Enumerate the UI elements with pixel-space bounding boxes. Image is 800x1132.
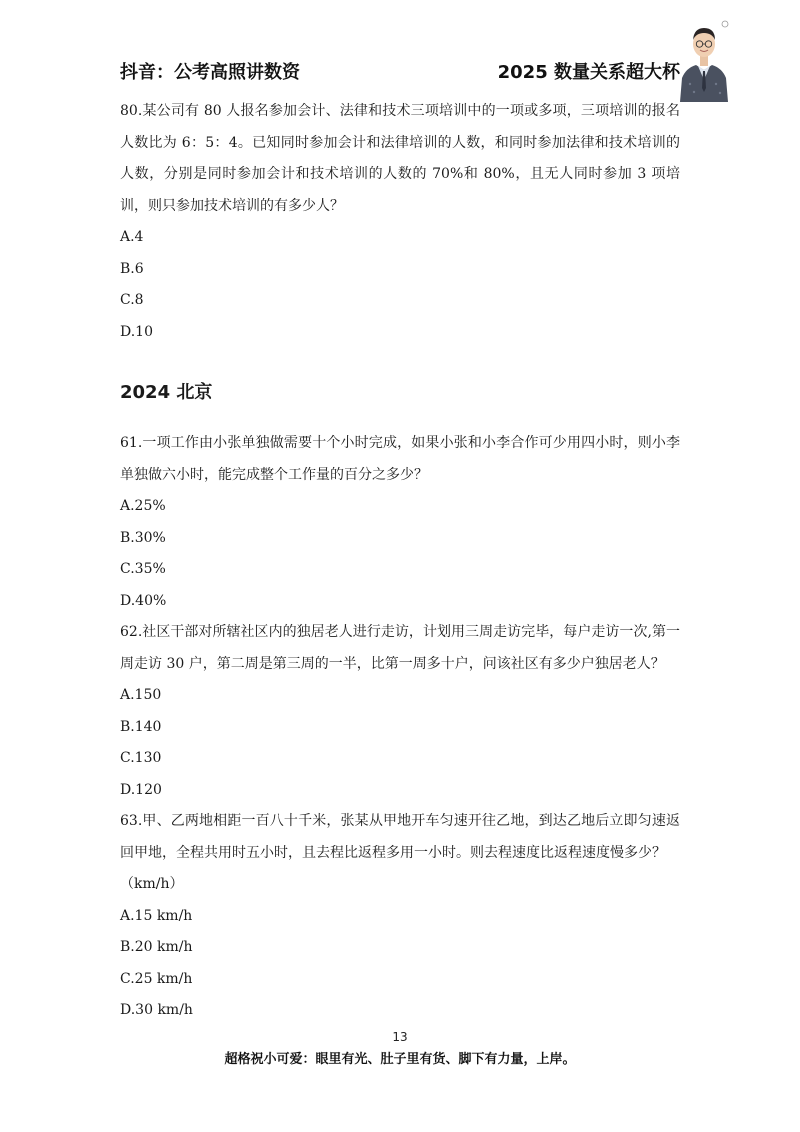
option-b: B.140: [120, 718, 162, 735]
question-62: [120, 617, 680, 806]
page-number: 13: [392, 1030, 408, 1044]
option-b: B.30%: [120, 529, 166, 546]
option-b: B.20 km/h: [120, 939, 193, 955]
header-channel: 抖音：公考高照讲数资: [120, 62, 300, 83]
section-title: 2024 北京: [120, 382, 213, 403]
option-d: D.120: [120, 781, 162, 798]
option-a: A.25%: [120, 498, 166, 514]
question-text: 62.社区干部对所辖社区内的独居老人进行走访，计划用三周走访完毕，每户走访一次,第一周走访 30 户，第二周是第三周的一半，比第一周多十户，问该社区有多少户独居老人？: [120, 624, 680, 672]
question-61: [120, 428, 680, 617]
presenter-avatar: [676, 18, 732, 102]
unit-line: （km/h）: [120, 876, 184, 892]
option-c: C.8: [120, 292, 144, 308]
question-80: [120, 96, 680, 348]
option-a: A.150: [120, 687, 162, 703]
document-body: [120, 96, 680, 1027]
question-text: 80.某公司有 80 人报名参加会计、法律和技术三项培训中的一项或多项，三项培训的报名人数比为 6：5：4。已知同时参加会计和法律培训的人数，和同时参加法律和技术培训的人数，分别是同时参加会计和技术培训的人数的 70%和 80%，且无人同时参加 3 项培训，则只参加技术培训的有多少人？: [120, 103, 680, 214]
option-d: D.40%: [120, 592, 167, 609]
question-63: [120, 806, 680, 1027]
question-text: 61.一项工作由小张单独做需要十个小时完成，如果小张和小李合作可少用四小时，则小李单独做六小时，能完成整个工作量的百分之多少？: [120, 435, 680, 483]
option-a: A.4: [120, 229, 144, 245]
option-c: C.35%: [120, 561, 166, 577]
option-d: D.30 km/h: [120, 1002, 193, 1018]
option-d: D.10: [120, 323, 153, 340]
page-header: [120, 58, 680, 88]
option-b: B.6: [120, 260, 144, 277]
option-c: C.130: [120, 750, 162, 766]
option-c: C.25 km/h: [120, 970, 193, 987]
footer-slogan: 超格祝小可爱：眼里有光、肚子里有货、脚下有力量，上岸。: [224, 1052, 576, 1067]
question-text: 63.甲、乙两地相距一百八十千米，张某从甲地开车匀速开往乙地，到达乙地后立即匀速返回甲地，全程共用时五小时，且去程比返程多用一小时。则去程速度比返程速度慢多少？: [120, 813, 680, 861]
option-a: A.15 km/h: [120, 907, 193, 924]
header-title: 2025 数量关系超大杯: [497, 62, 680, 83]
